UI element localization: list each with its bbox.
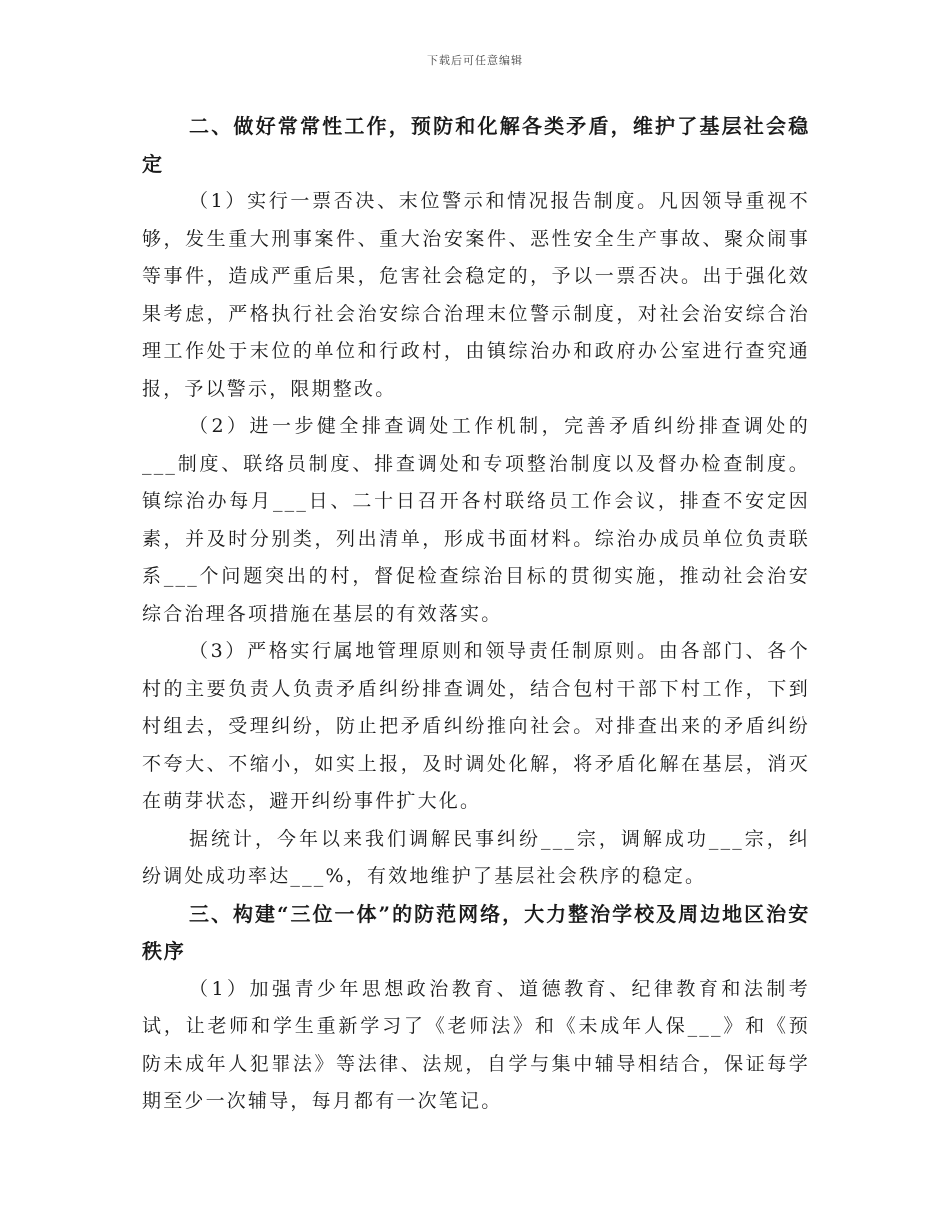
document-body [142, 108, 810, 1121]
section-heading: 三、构建“三位一体”的防范网络，大力整治学校及周边地区治安秩序 [142, 901, 810, 963]
page-header: 下载后可任意编辑 [427, 54, 523, 67]
paragraph: （1）加强青少年思想政治教育、道德教育、纪律教育和法制考试，让老师和学生重新学习了《老师法》和《未成年人保___》和《预防未成年人犯罪法》等法律、法规，自学与集中辅导相结合，保证每学期至少一次辅导，每月都有一次笔记。 [142, 977, 810, 1112]
paragraph: （2）进一步健全排查调处工作机制，完善矛盾纠纷排查调处的___制度、联络员制度、排查调处和专项整治制度以及督办检查制度。镇综治办每月___日、二十日召开各村联络员工作会议，排查不安定因素，并及时分别类，列出清单，形成书面材料。综治办成员单位负责联系___个问题突出的村，督促检查综治目标的贯彻实施，推动社会治安综合治理各项措施在基层的有效落实。 [142, 415, 810, 625]
section-heading: 二、做好常常性工作，预防和化解各类矛盾，维护了基层社会稳定 [142, 114, 810, 176]
paragraph: 据统计，今年以来我们调解民事纠纷___宗，调解成功___宗，纠纷调处成功率达___%，有效地维护了基层社会秩序的稳定。 [142, 827, 810, 887]
paragraph: （3）严格实行属地管理原则和领导责任制原则。由各部门、各个村的主要负责人负责矛盾纠纷排查调处，结合包村干部下村工作，下到村组去，受理纠纷，防止把矛盾纠纷推向社会。对排查出来的矛盾纠纷不夸大、不缩小，如实上报，及时调处化解，将矛盾化解在基层，消灭在萌芽状态，避开纠纷事件扩大化。 [142, 640, 810, 812]
paragraph: （1）实行一票否决、末位警示和情况报告制度。凡因领导重视不够，发生重大刑事案件、重大治安案件、恶性安全生产事故、聚众闹事等事件，造成严重后果，危害社会稳定的，予以一票否决。出于强化效果考虑，严格执行社会治安综合治理末位警示制度，对社会治安综合治理工作处于末位的单位和行政村，由镇综治办和政府办公室进行查究通报，予以警示，限期整改。 [142, 190, 810, 400]
